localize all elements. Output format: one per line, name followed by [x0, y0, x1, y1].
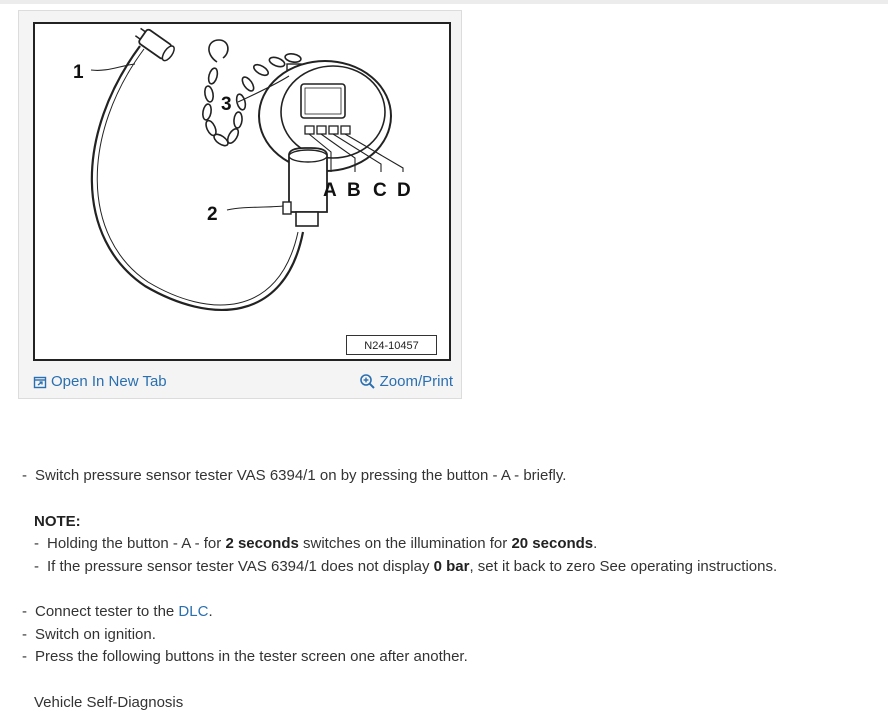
dlc-link[interactable]: DLC	[178, 603, 209, 620]
callout-3: 3	[221, 94, 232, 115]
figure-footer	[19, 371, 461, 393]
note-item: - If the pressure sensor tester VAS 6394/1 does not display 0 bar, set it back to zero See operating instructions.	[34, 557, 778, 575]
emphasis: 2 seconds	[225, 535, 299, 552]
hose-connector	[133, 25, 176, 62]
button-label-a: A	[323, 180, 337, 201]
magnifier-plus-icon	[359, 373, 376, 390]
note-item: - Holding the button - A - for 2 seconds switches on the illumination for 20 seconds.	[34, 535, 598, 552]
open-in-new-tab-label: Open In New Tab	[51, 373, 167, 390]
procedure-steps	[22, 465, 872, 714]
vehicle-self-diagnosis-text: Vehicle Self-Diagnosis	[34, 693, 184, 711]
step-item: - Press the following buttons in the tester screen one after another.	[22, 646, 872, 669]
callout-1: 1	[73, 62, 84, 83]
step-item: - Switch pressure sensor tester VAS 6394/1 on by pressing the button - A - briefly.	[22, 465, 872, 488]
zoom-print-label: Zoom/Print	[379, 373, 453, 390]
step-4-text: Press the following buttons in the tester screen one after another.	[35, 648, 468, 665]
note-block	[22, 511, 872, 579]
emphasis: 20 seconds	[511, 535, 594, 552]
note-label: NOTE:	[34, 512, 81, 530]
callout-2: 2	[207, 204, 218, 225]
open-external-icon	[33, 375, 47, 389]
button-label-d: D	[397, 180, 411, 201]
callout-2-leader	[227, 206, 283, 210]
open-in-new-tab-link[interactable]	[33, 373, 167, 390]
callout-1-leader	[91, 64, 135, 70]
figure-card	[18, 10, 462, 399]
step-3-text: Switch on ignition.	[35, 625, 156, 643]
step-item: - Switch on ignition.	[22, 624, 872, 647]
sensor-collar	[296, 212, 318, 226]
pressure-tester-diagram	[35, 24, 449, 359]
diagram-frame	[33, 22, 451, 361]
top-strip	[0, 0, 888, 4]
step-1-text: Switch pressure sensor tester VAS 6394/1 on by pressing the button - A - briefly.	[35, 467, 567, 484]
gauge-display	[301, 84, 345, 118]
figure-reference: N24-10457	[346, 335, 437, 355]
button-label-b: B	[347, 180, 361, 201]
zoom-print-link[interactable]	[359, 373, 453, 390]
step-item: - Connect tester to the DLC.	[22, 603, 213, 620]
emphasis: 0 bar	[433, 557, 470, 575]
button-label-c: C	[373, 180, 387, 201]
